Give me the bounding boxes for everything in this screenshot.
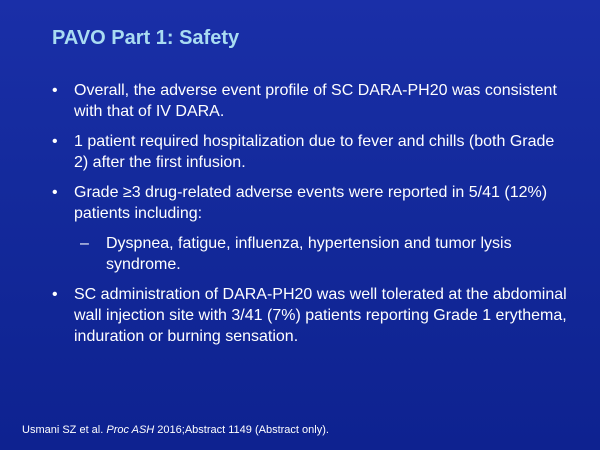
slide-title: PAVO Part 1: Safety [52,27,240,49]
bullet-item [50,182,570,224]
bullet-marker: • [52,133,58,150]
bullet-item [50,284,570,347]
bullet-text: Grade ≥3 drug-related adverse events were reported in 5/41 (12%) patients including: [74,184,548,222]
bullet-item [50,80,570,122]
citation-journal: Proc ASH [106,424,155,436]
citation-footer [22,424,329,436]
bullet-marker: • [52,286,58,303]
bullet-list [50,80,570,356]
bullet-item [50,131,570,173]
bullet-marker: • [52,184,58,201]
bullet-text: SC administration of DARA-PH20 was well tolerated at the abdominal wall injection site with 3/41 (7%) patients reporting Grade 1 erythema, induration or burning sensation. [74,286,567,345]
citation-authors: Usmani SZ et al. [22,424,107,436]
bullet-text: Overall, the adverse event profile of SC DARA-PH20 was consistent with that of IV DARA. [74,82,557,120]
sub-bullet-item [50,233,570,275]
sub-bullet-marker: – [80,235,89,252]
bullet-text: 1 patient required hospitalization due to fever and chills (both Grade 2) after the first infusion. [74,133,555,171]
citation-details: 2016;Abstract 1149 (Abstract only). [154,424,329,436]
sub-bullet-text: Dyspnea, fatigue, influenza, hypertension and tumor lysis syndrome. [106,235,512,273]
bullet-marker: • [52,82,58,99]
